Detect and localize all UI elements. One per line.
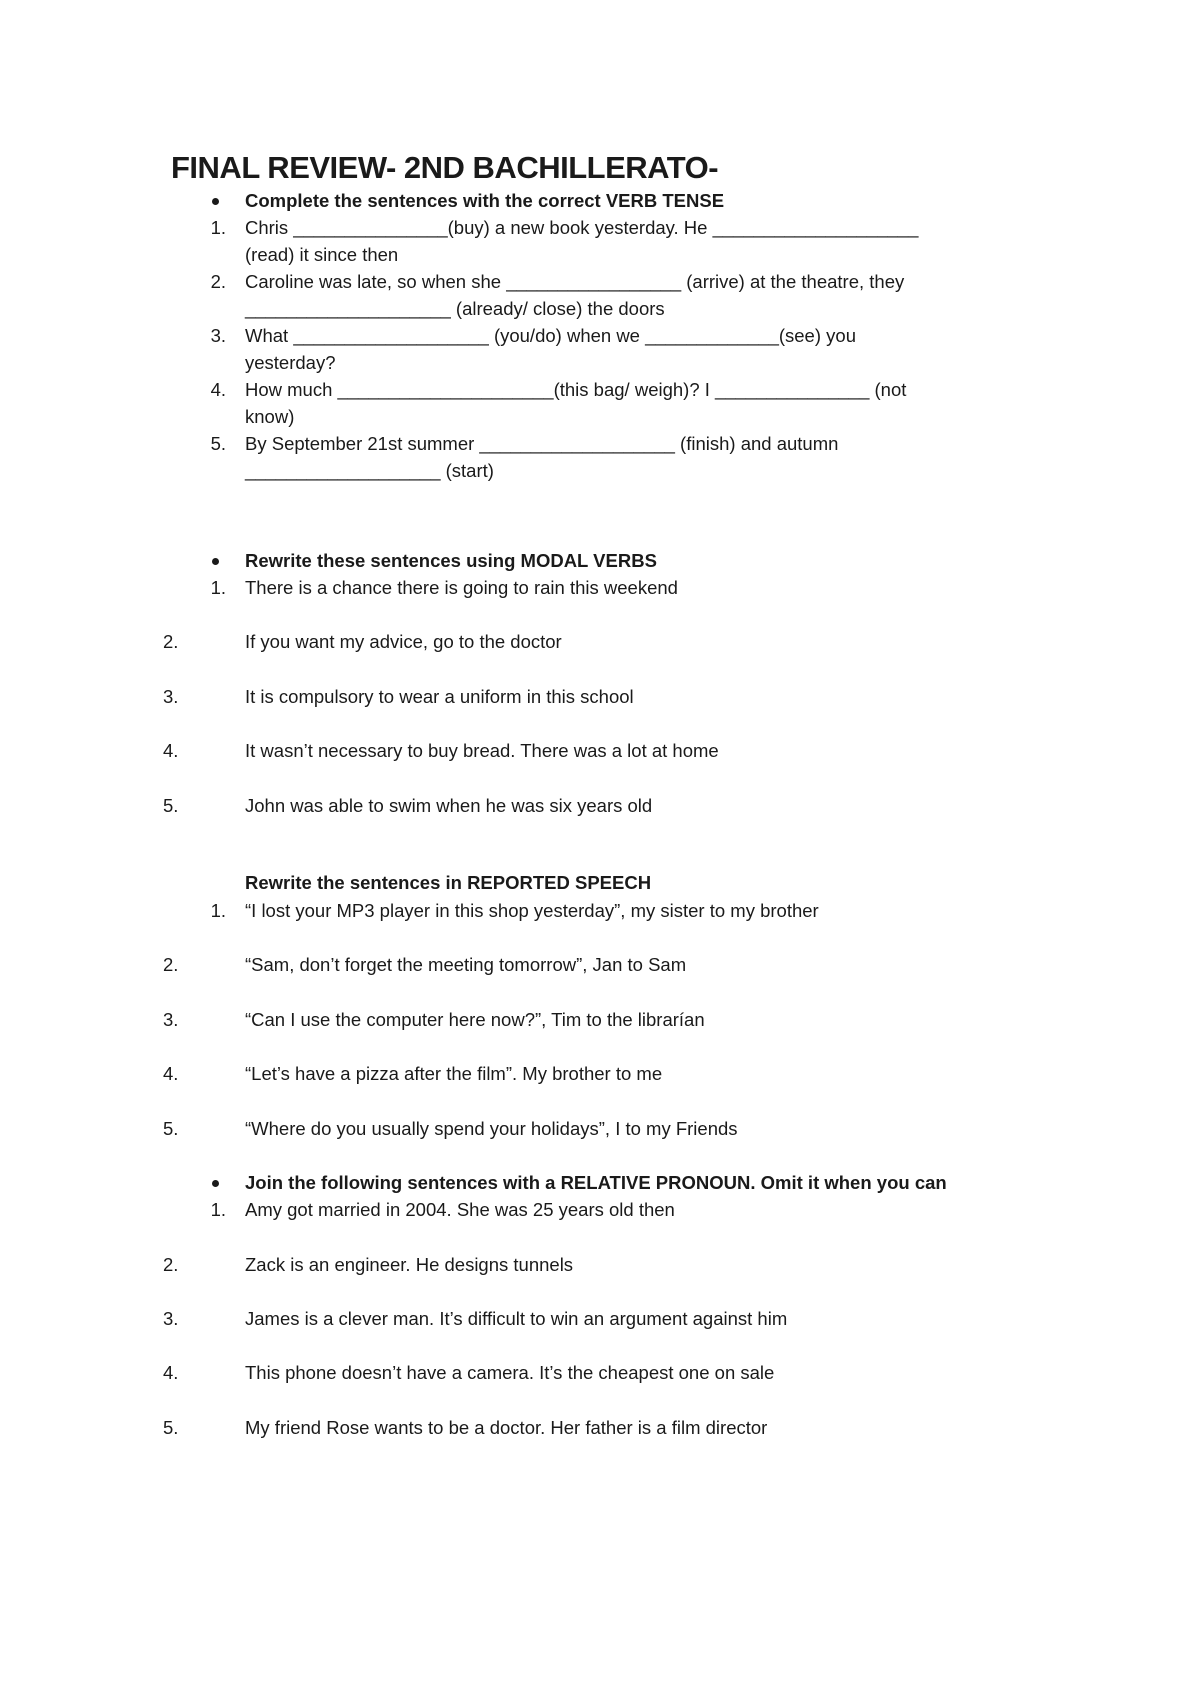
bullet-icon [212, 558, 219, 565]
bullet-icon [212, 1180, 219, 1187]
document-page: FINAL REVIEW- 2ND BACHILLERATO- Complete the sentences with the correct VERB TENSE 1. Chris _______________(buy) a new book yesterday. He ____________________ (read) it since then 2. Caroline was late, so when she _________________ (arrive) at the theatre, they ____________________ (already/ close) the doors 3. What ___________________ (you/do) when we _____________(see) you yesterday? 4. How much _____________________(this bag/ weigh)? I _______________ (not know) 5. By September 21st summer ___________________ (finish) and autumn ___________________ (start) Rewrite these sentences using MODAL VERBS 1. There is a chance there is going to rain this weekend 2. If you want my advice, go to the doctor 3. It is compulsory to wear a uniform in this school 4. It wasn’t necessary to buy bread. There was a lot at home 5. John was able to swim when he was six years old Rewrite the sentences in REPORTED SPEECH 1. “I lost your MP3 player in this shop yesterday”, my sister to my brother 2. “Sam, don’t forget the meeting tomorrow”, Jan to Sam 3. “Can I use the computer here now?”, Tim to the librarían 4. “Let’s have a pizza after the film”. My brother to me 5. “Where do you usually spend your holidays”, I to my Friends Join the following sentences with a RELATIVE PRONOUN. Omit it when you can 1. Amy got married in 2004. She was 25 years old then 2. Zack is an engineer. He designs tunnels 3. James is a clever man. It’s difficult to win an argument against him 4. This phone doesn’t have a camera. It’s the cheapest one on sale 5. My friend Rose wants to be a doctor. Her father is a film director [163, 150, 947, 1438]
bullet-icon [212, 198, 219, 205]
document-title: FINAL REVIEW- 2ND BACHILLERATO- [171, 150, 719, 185]
